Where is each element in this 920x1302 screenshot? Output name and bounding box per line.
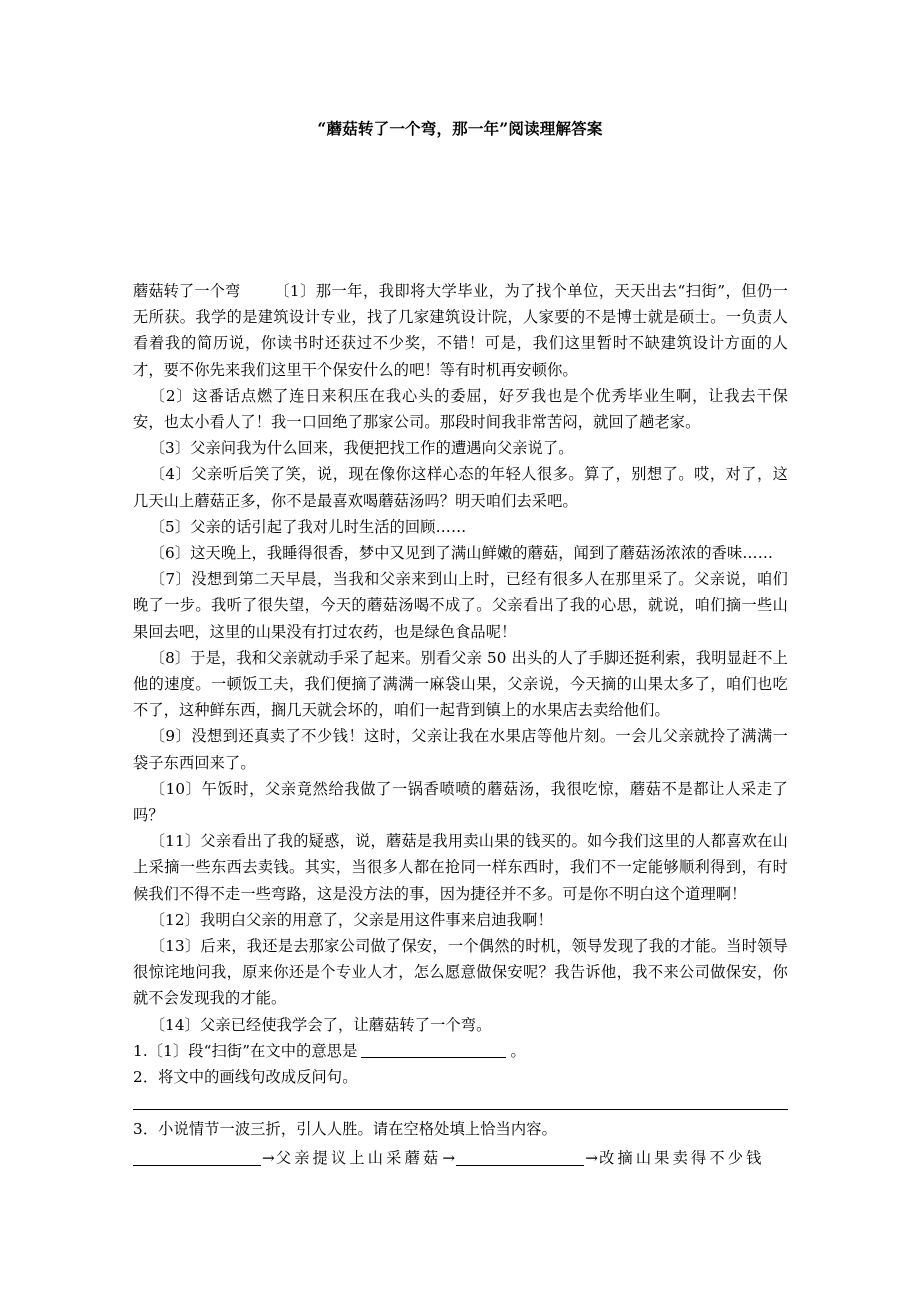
paragraph-4: 〔4〕父亲听后笑了笑，说，现在像你这样心态的年轻人很多。算了，别想了。哎，对了，这几天山上蘑菇正多，你不是最喜欢喝蘑菇汤吗？明天咱们去采吧。 xyxy=(133,465,788,510)
paragraph-14: 〔14〕父亲已经使我学会了，让蘑菇转了一个弯。 xyxy=(149,1015,492,1034)
article-label: 蘑菇转了一个弯 xyxy=(133,282,241,300)
paragraph-12: 〔12〕我明白父亲的用意了，父亲是用这件事来启迪我啊！ xyxy=(149,910,553,929)
paragraph-6: 〔6〕这天晚上，我睡得很香，梦中又见到了满山鲜嫩的蘑菇，闻到了蘑菇汤浓浓的香味…… xyxy=(149,544,774,563)
paragraph-3: 〔3〕父亲问我为什么回来，我便把找工作的遭遇向父亲说了。 xyxy=(149,439,574,458)
paragraph-13: 〔13〕后来，我还是去那家公司做了保安，一个偶然的时机，领导发现了我的才能。当时领导很惊诧地问我，原来你还是个专业人才，怎么愿意做保安呢？我告诉他，我不来公司做保安，你就不会发现我的才能。 xyxy=(133,937,788,1008)
paragraph-text: 〔1〕那一年，我即将大学毕业，为了找个单位，天天出去“扫街”，但仍一无所获。我学的是建筑设计专业，找了几家建筑设计院，人家要的不是博士就是硕士。一负责人看着我的简历说，你读书时还获过不少奖，不错！可是，我们这里暂时不缺建筑设计方面的人才，要不你先来我们这里干个保安什么的吧！等有时机再安顿你。 xyxy=(133,282,788,379)
page-title: “蘑菇转了一个弯，那一年”阅读理解答案 xyxy=(317,119,603,139)
question-1-answer-blank[interactable] xyxy=(361,1057,506,1058)
question-1-text: 1.〔1〕段“扫街”在文中的意思是 xyxy=(133,1041,358,1060)
arrow-icon-2: → xyxy=(442,1148,456,1167)
flow-step-4-label: 改摘山果卖得不少钱 xyxy=(599,1148,765,1167)
question-3: 3．小说情节一波三折，引人人胜。请在空格处填上恰当内容。 xyxy=(133,1120,557,1139)
question-1 xyxy=(133,1038,788,1064)
paragraph-7: 〔7〕没想到第二天早晨，当我和父亲来到山上时，已经有很多人在那里采了。父亲说，咱们晚了一步。我听了很失望，今天的蘑菇汤喝不成了。父亲看出了我的心思，就说，咱们摘一些山果回去吧，这里的山果没有打过农药，也是绿色食品呢！ xyxy=(133,570,788,641)
questions-section xyxy=(133,1038,788,1173)
arrow-icon-3: → xyxy=(585,1148,599,1167)
flow-step-2-label: 父亲提议上山采蘑菇 xyxy=(275,1148,442,1167)
flow-blank-2[interactable] xyxy=(456,1165,584,1166)
paragraph-9: 〔9〕没想到还真卖了不少钱！这时，父亲让我在水果店等他片刻。一会儿父亲就拎了满满一袋子东西回来了。 xyxy=(133,727,788,772)
article-body xyxy=(133,278,788,1173)
question-1-period: 。 xyxy=(510,1041,526,1060)
arrow-icon-1: → xyxy=(262,1148,275,1167)
paragraph-1 xyxy=(133,278,788,383)
question-3-flow-chart xyxy=(133,1143,788,1173)
paragraph-10: 〔10〕午饭时，父亲竟然给我做了一锅香喷喷的蘑菇汤，我很吃惊，蘑菇不是都让人采走了吗？ xyxy=(133,779,788,825)
paragraph-2: 〔2〕这番话点燃了连日来积压在我心头的委屈，好歹我也是个优秀毕业生啊，让我去干保安，也太小看人了！我一口回绝了那家公司。那段时间我非常苦闷，就回了趟老家。 xyxy=(133,386,788,432)
question-2: 2．将文中的画线句改成反问句。 xyxy=(133,1068,358,1087)
paragraph-5: 〔5〕父亲的话引起了我对儿时生活的回顾…… xyxy=(149,517,467,536)
flow-blank-1[interactable] xyxy=(133,1165,261,1166)
question-2-answer-blank[interactable] xyxy=(133,1109,788,1110)
paragraph-11: 〔11〕父亲看出了我的疑惑，说，蘑菇是我用卖山果的钱买的。如今我们这里的人都喜欢在山上采摘一些东西去卖钱。其实，当很多人都在抢同一样东西时，我们不一定能够顺利得到，有时候我们不得不走一些弯路，这是没方法的事，因为捷径并不多。可是你不明白这个道理啊！ xyxy=(133,832,788,903)
paragraph-8: 〔8〕于是，我和父亲就动手采了起来。别看父亲 50 出头的人了手脚还挺利索，我明显赶不上他的速度。一顿饭工夫，我们便摘了满满一麻袋山果，父亲说，今天摘的山果太多了，咱们也吃不了，这种鲜东西，搁几天就会坏的，咱们一起背到镇上的水果店去卖给他们。 xyxy=(133,648,788,720)
